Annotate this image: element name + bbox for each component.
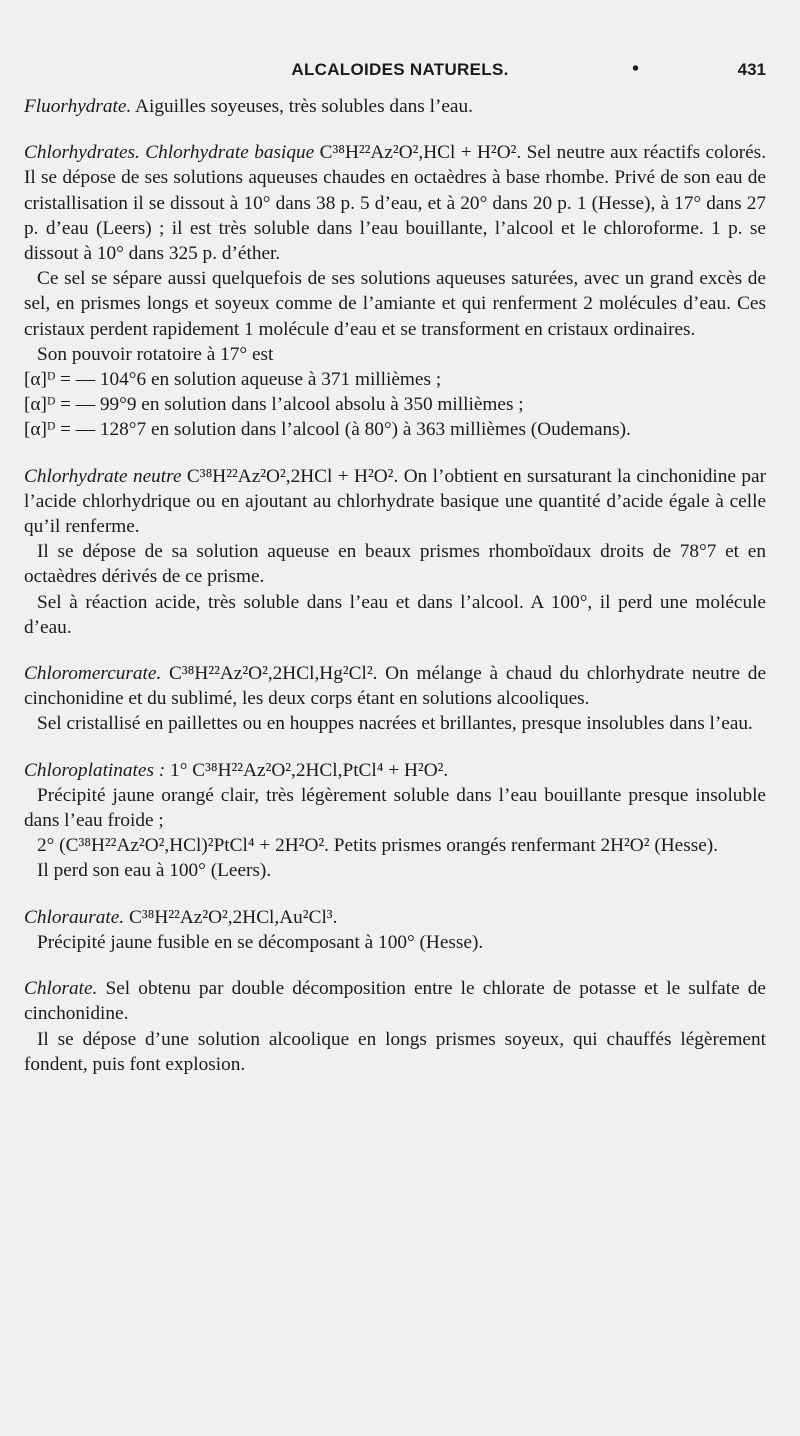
paragraph-chlorhydrate-neutre-3: Sel à réaction acide, très soluble dans l’eau et dans l’alcool. A 100°, il perd une molécule d’eau.: [24, 591, 766, 638]
rotation-line: [α]ᴰ = — 128°7 en solution dans l’alcool (à 80°) à 363 millièmes (Oudemans).: [24, 419, 631, 441]
chloromercurate-text: C³⁸H²²Az²O²,2HCl,Hg²Cl². On mélange à chaud du chlorhydrate neutre de cinchonidine et du sublimé, les deux corps étant en solutions alcooliques.: [24, 663, 766, 710]
paragraph-chloraurate-2: Précipité jaune fusible en se décomposant à 100° (Hesse).: [37, 931, 484, 953]
page-header: [0, 58, 800, 88]
section-title-chloraurate: Chloraurate.: [24, 906, 125, 928]
chlorhydrates-text: Sel neutre aux réactifs colorés. Il se dépose de ses solutions aqueuses chaudes en octaèdres à base rhombe. Privé de son eau de cristallisation il se dissout à 10° dans 38 p. 5 d’eau, et à 20° dans 20 p. 1 (Hesse), à 17° dans 27 p. d’eau (Leers) ; il est très soluble dans l’eau bouillante, l’alcool et le chloroforme. 1 p. se dissout à 10° dans 325 p. d’éther.: [24, 142, 767, 265]
paragraph-chlorate: [24, 976, 766, 1026]
page-number: 431: [737, 60, 766, 79]
paragraph-chlorhydrates-2: Ce sel se sépare aussi quelquefois de ses solutions aqueuses saturées, avec un grand excès de sel, en prismes longs et soyeux comme de l’amiante et qui renferment 2 molécules d’eau. Ces cristaux perdent rapidement 1 molécule d’eau et se transforment en cristaux ordinaires.: [24, 268, 766, 340]
section-title-chlorhydrates: Chlorhydrates.: [24, 142, 140, 164]
paragraph-chloromercurate: [24, 661, 766, 711]
paragraph-fluorhydrate: [24, 94, 766, 119]
section-title-chlorate: Chlorate.: [24, 978, 98, 1000]
header-bullet: •: [632, 58, 640, 80]
formula-chlorhydrate-basique: C³⁸H²²Az²O²,HCl + H²O².: [314, 142, 522, 164]
rotation-list: [24, 367, 766, 443]
section-title-chloroplatinates: Chloroplatinates :: [24, 759, 166, 781]
section-title-chloromercurate: Chloromercurate.: [24, 663, 162, 685]
paragraph-chlorhydrate-neutre: [24, 464, 766, 540]
paragraph-chloroplatinates-3: 2° (C³⁸H²²Az²O²,HCl)²PtCl⁴ + 2H²O². Petits prismes orangés renfermant 2H²O² (Hesse).: [37, 835, 719, 857]
paragraph-rotatory-power: Son pouvoir rotatoire à 17° est: [37, 343, 274, 365]
fluorhydrate-text: Aiguilles soyeuses, très solubles dans l’eau.: [131, 96, 473, 117]
paragraph-chlorate-2: Il se dépose d’une solution alcoolique en longs prismes soyeux, qui chauffés légèrement fondent, puis font explosion.: [24, 1028, 766, 1075]
section-title-chlorhydrate-neutre: Chlorhydrate neutre: [24, 465, 182, 487]
paragraph-chloroplatinates-4: Il perd son eau à 100° (Leers).: [37, 860, 272, 882]
body-text: [24, 94, 766, 1077]
paragraph-chloraurate: [24, 905, 766, 930]
paragraph-chlorhydrate-neutre-2: Il se dépose de sa solution aqueuse en beaux prismes rhomboïdaux droits de 78°7 et en octaèdres dérivés de ce prisme.: [24, 541, 766, 588]
section-title-fluorhydrate: Fluorhydrate.: [24, 96, 132, 117]
chloroplatinates-text: 1° C³⁸H²²Az²O²,2HCl,PtCl⁴ + H²O².: [165, 759, 449, 781]
paragraph-chloroplatinates: [24, 758, 766, 783]
paragraph-chloroplatinates-2: Précipité jaune orangé clair, très légèrement soluble dans l’eau bouillante presque insoluble dans l’eau froide ;: [24, 784, 766, 832]
paragraph-chlorhydrates: [24, 140, 766, 266]
chloraurate-text: C³⁸H²²Az²O²,2HCl,Au²Cl³.: [124, 906, 338, 928]
subtitle-chlorhydrate-basique: Chlorhydrate basique: [145, 142, 315, 164]
running-title: ALCALOIDES NATURELS.: [291, 60, 509, 79]
paragraph-chloromercurate-2: Sel cristallisé en paillettes ou en houppes nacrées et brillantes, presque insolubles dans l’eau.: [37, 713, 753, 735]
rotation-line: [α]ᴰ = — 104°6 en solution aqueuse à 371 millièmes ;: [24, 369, 442, 391]
chlorhydrate-neutre-text: C³⁸H²²Az²O²,2HCl + H²O². On l’obtient en sursaturant la cinchonidine par l’acide chlorhydrique ou en ajoutant au chlorhydrate basique une quantité d’acide égale à celle qu’il renferme.: [24, 465, 766, 538]
rotation-line: [α]ᴰ = — 99°9 en solution dans l’alcool absolu à 350 millièmes ;: [24, 394, 524, 416]
chlorate-text: Sel obtenu par double décomposition entre le chlorate de potasse et le sulfate de cinchonidine.: [24, 978, 766, 1025]
